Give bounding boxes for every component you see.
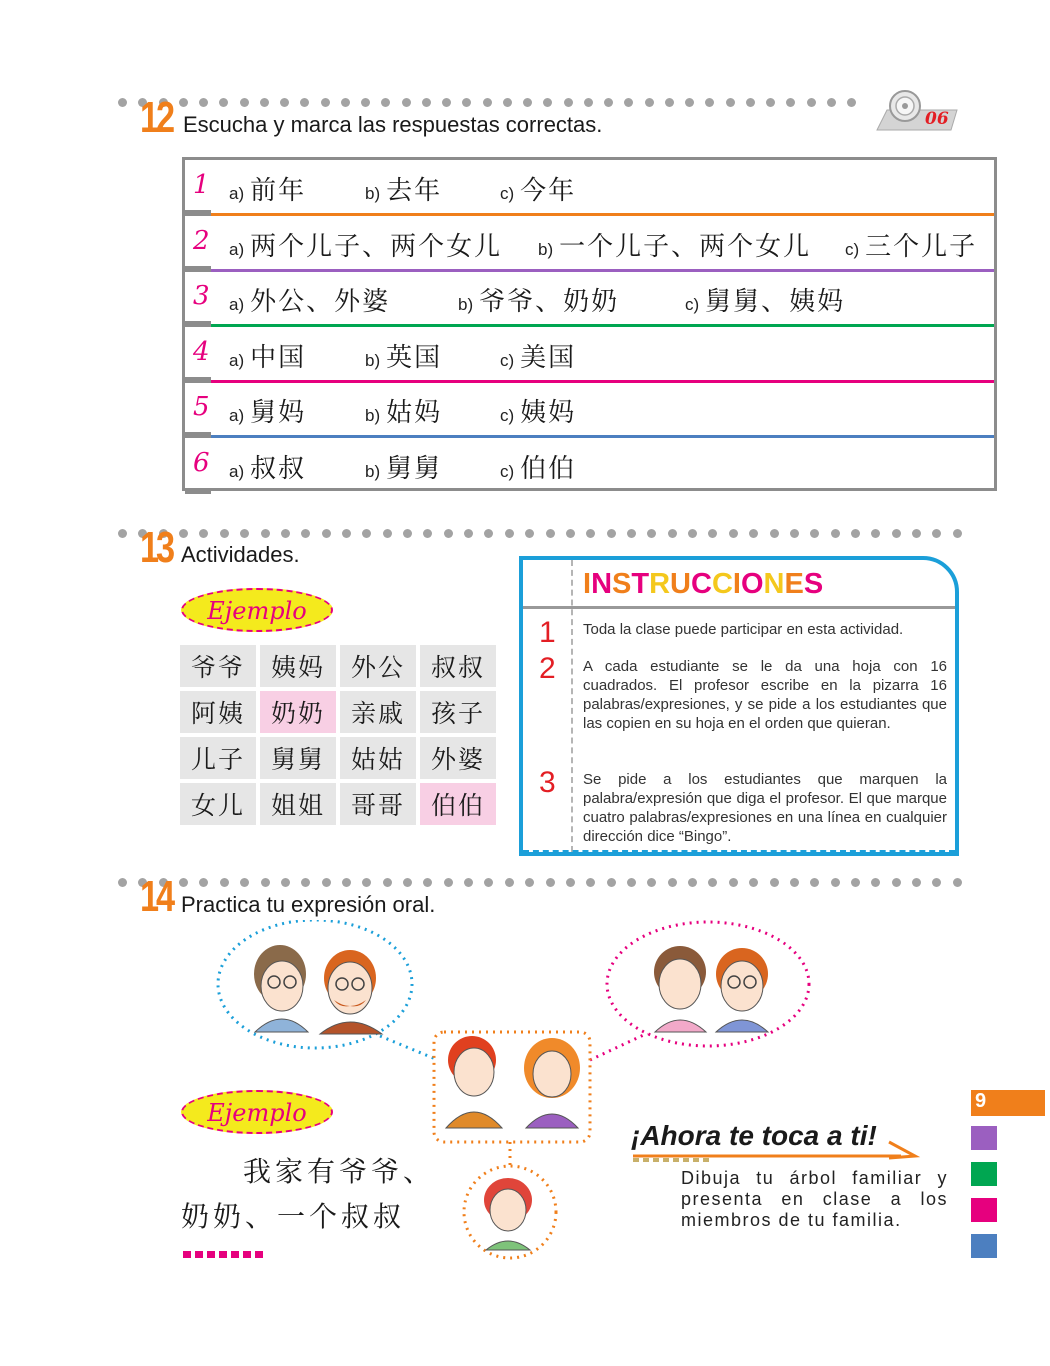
- option-text: 爷爷、奶奶: [479, 287, 620, 317]
- bingo-cell[interactable]: 姐姐: [260, 783, 336, 825]
- instructions-title-letter: C: [711, 568, 733, 600]
- option-text: 舅舅、姨妈: [705, 287, 846, 317]
- bingo-cell[interactable]: 舅舅: [260, 737, 336, 779]
- question-row: [185, 327, 994, 383]
- option-letter: a): [229, 461, 245, 481]
- option-text: 今年: [520, 176, 577, 206]
- question-number: 1: [193, 170, 210, 200]
- option-text: 舅舅: [386, 453, 443, 484]
- ejemplo-label: Ejemplo: [207, 597, 307, 625]
- option-text: 美国: [520, 342, 577, 373]
- option-letter: a): [229, 406, 245, 425]
- instruction-text-1: Toda la clase puede participar en esta actividad.: [583, 621, 904, 638]
- option-c[interactable]: [500, 448, 576, 485]
- option-text: 前年: [250, 176, 307, 206]
- ejemplo-label-2: Ejemplo: [207, 1099, 307, 1127]
- instructions-bottom-rule: [523, 850, 955, 852]
- option-a[interactable]: [229, 392, 306, 429]
- bingo-cell[interactable]: 孩子: [420, 691, 496, 733]
- instructions-title-letter: N: [591, 568, 613, 600]
- option-letter: a): [229, 184, 245, 203]
- section-title-13: Actividades.: [181, 542, 300, 567]
- question-row: [185, 271, 994, 327]
- ahora-instructions: Dibuja tu árbol familiar y presenta en clase a los miembros de tu familia.: [681, 1168, 948, 1230]
- option-letter: b): [365, 350, 381, 370]
- section-number-13: 13: [140, 523, 172, 572]
- instructions-title: [583, 568, 823, 601]
- instructions-title-rule: [523, 606, 955, 609]
- option-b[interactable]: [365, 392, 442, 429]
- question-number: 5: [193, 392, 210, 422]
- option-b[interactable]: [365, 170, 442, 207]
- instructions-title-letter: I: [732, 568, 741, 600]
- row-tab: [185, 488, 211, 494]
- option-c[interactable]: [500, 392, 576, 429]
- option-letter: b): [365, 461, 381, 481]
- instructions-title-letter: R: [649, 568, 671, 600]
- instructions-title-letter: I: [583, 568, 592, 600]
- answer-table: [182, 157, 997, 491]
- option-c[interactable]: [500, 170, 576, 207]
- bingo-cell[interactable]: 爷爷: [180, 645, 256, 687]
- option-b[interactable]: [538, 226, 811, 263]
- audio-track-number: 06: [925, 109, 949, 129]
- bingo-cell[interactable]: 姑姑: [340, 737, 416, 779]
- page-tab-pink: [971, 1198, 997, 1222]
- instruction-number-3: 3: [539, 766, 556, 799]
- option-text: 姑妈: [386, 398, 443, 428]
- question-number: 2: [193, 225, 210, 256]
- option-text: 英国: [386, 342, 443, 373]
- separator-dots-13: [118, 528, 962, 538]
- separator-dots-14: [118, 877, 962, 887]
- option-a[interactable]: [229, 337, 306, 374]
- instructions-box: [519, 556, 959, 856]
- bingo-cell[interactable]: 外公: [340, 645, 416, 687]
- question-number: 6: [193, 447, 210, 478]
- bingo-cell[interactable]: 儿子: [180, 737, 256, 779]
- instruction-number-1: 1: [539, 616, 556, 649]
- question-number: 3: [193, 281, 210, 311]
- option-letter: c): [500, 184, 515, 203]
- option-letter: c): [500, 406, 515, 425]
- option-b[interactable]: [365, 448, 442, 485]
- bingo-cell[interactable]: 姨妈: [260, 645, 336, 687]
- option-a[interactable]: [229, 170, 306, 207]
- option-letter: b): [458, 295, 474, 314]
- bingo-cell[interactable]: 叔叔: [420, 645, 496, 687]
- instructions-title-letter: N: [763, 568, 785, 600]
- option-c[interactable]: [685, 281, 845, 318]
- option-text: 三个儿子: [865, 231, 978, 262]
- ahora-underline-arrow: [631, 1138, 921, 1162]
- bingo-cell[interactable]: 女儿: [180, 783, 256, 825]
- section-number-12: 12: [140, 93, 172, 142]
- bingo-cell[interactable]: 亲戚: [340, 691, 416, 733]
- bingo-cell[interactable]: 阿姨: [180, 691, 256, 733]
- option-c[interactable]: [845, 226, 977, 263]
- option-text: 一个儿子、两个女儿: [559, 231, 812, 262]
- question-row: [185, 216, 994, 272]
- option-letter: a): [229, 350, 245, 370]
- separator-dots-12: [118, 97, 856, 107]
- option-letter: c): [500, 350, 515, 370]
- question-row: [185, 160, 994, 216]
- instructions-title-letter: E: [784, 568, 804, 600]
- option-b[interactable]: [458, 281, 619, 318]
- option-letter: c): [500, 461, 515, 481]
- ejemplo-badge: [181, 588, 333, 632]
- section-number-14: 14: [140, 872, 172, 921]
- option-text: 中国: [250, 342, 307, 373]
- option-letter: c): [845, 239, 860, 259]
- instructions-title-letter: U: [670, 568, 691, 600]
- option-text: 叔叔: [250, 453, 307, 484]
- question-row: [185, 438, 994, 494]
- example-sentence-line-1: 我家有爷爷、: [243, 1155, 436, 1188]
- ahora-heading: ¡Ahora te toca a ti!: [631, 1120, 877, 1151]
- instruction-text-3: Se pide a los estudiantes que marquen la palabra/expresión que diga el profesor. El que marque cuatro palabras/expresiones en una línea en cualquier dirección dice “Bingo”.: [583, 771, 947, 845]
- question-number: 4: [193, 336, 210, 367]
- page-tab-blue: [971, 1234, 997, 1258]
- option-text: 伯伯: [520, 453, 577, 484]
- instructions-title-letter: S: [612, 568, 632, 600]
- ejemplo-badge-2: [181, 1090, 333, 1134]
- option-c[interactable]: [500, 337, 576, 374]
- bingo-cell[interactable]: 哥哥: [340, 783, 416, 825]
- instruction-text-2: A cada estudiante se le da una hoja con 16 cuadrados. El profesor escribe en la pizarra 16 palabras/expresiones, y se pide a los estudiantes que las copien en su hoja en el orden que quieran.: [583, 658, 947, 732]
- question-row: [185, 382, 994, 438]
- option-letter: b): [538, 239, 554, 259]
- option-text: 外公、外婆: [250, 287, 391, 317]
- audio-cd-icon[interactable]: [875, 90, 960, 132]
- option-a[interactable]: [229, 448, 306, 485]
- option-text: 舅妈: [250, 398, 307, 428]
- bingo-grid: [180, 645, 496, 827]
- option-letter: b): [365, 406, 381, 425]
- option-text: 两个儿子、两个女儿: [250, 231, 503, 262]
- option-a[interactable]: [229, 281, 390, 318]
- instructions-title-letter: S: [803, 568, 824, 600]
- option-letter: c): [685, 295, 700, 314]
- bingo-cell[interactable]: 外婆: [420, 737, 496, 779]
- option-text: 姨妈: [520, 398, 577, 428]
- example-sentence-line-2: 奶奶、一个叔叔: [181, 1200, 406, 1233]
- page-number: 9: [971, 1090, 1045, 1116]
- pink-dash-decoration: [183, 1251, 263, 1258]
- option-a[interactable]: [229, 226, 502, 263]
- bingo-cell[interactable]: 伯伯: [420, 783, 496, 825]
- bingo-cell[interactable]: 奶奶: [260, 691, 336, 733]
- instruction-number-2: 2: [539, 652, 556, 685]
- instructions-title-letter: T: [631, 568, 650, 600]
- option-letter: b): [365, 184, 381, 203]
- section-title-14: Practica tu expresión oral.: [181, 892, 436, 917]
- instructions-divider: [571, 560, 573, 852]
- page-tab-green: [971, 1162, 997, 1186]
- option-letter: a): [229, 295, 245, 314]
- page-tab-purple: [971, 1126, 997, 1150]
- option-b[interactable]: [365, 337, 442, 374]
- section-title-12: Escucha y marca las respuestas correctas.: [183, 112, 603, 137]
- instructions-title-letter: C: [690, 568, 712, 600]
- option-text: 去年: [386, 176, 443, 206]
- instructions-title-letter: O: [740, 568, 764, 600]
- option-letter: a): [229, 239, 245, 259]
